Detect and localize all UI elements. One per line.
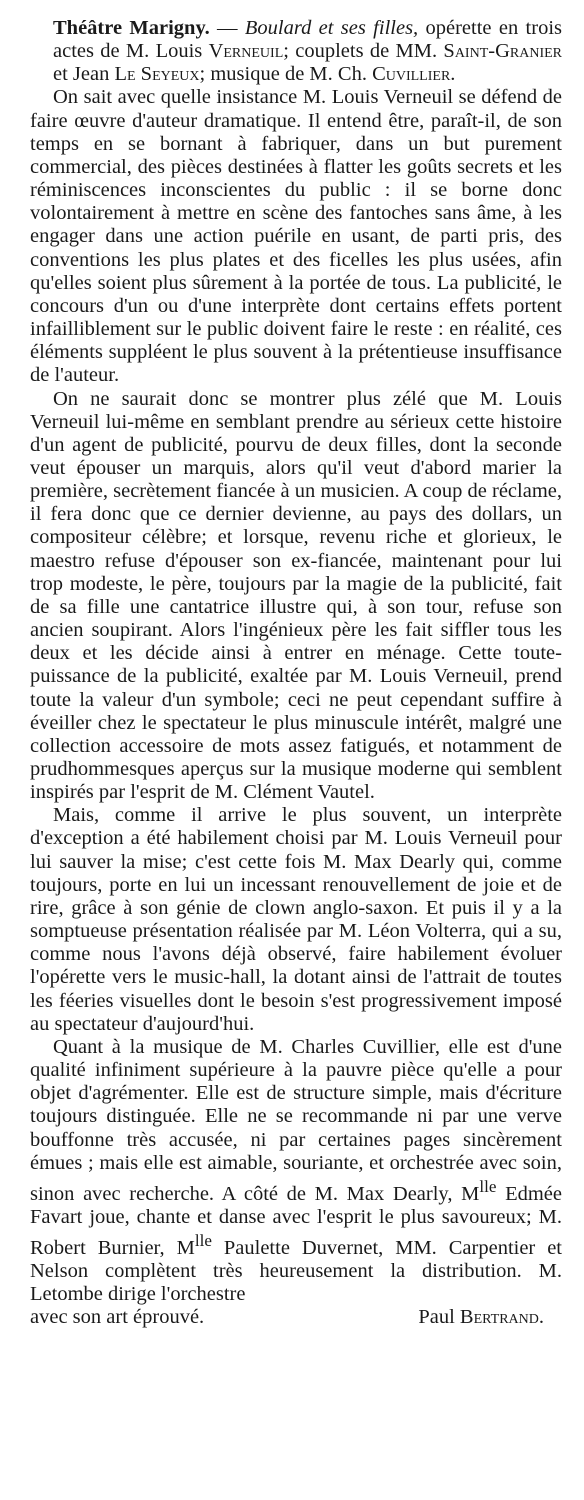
credits-text: ; couplets de MM. [283, 40, 444, 63]
review-paragraph-music [30, 1036, 562, 1306]
credits-text: . [450, 63, 456, 86]
credits-text: opérette en trois actes de M. Louis [53, 17, 562, 63]
author-le-seyeux: Le Seyeux [114, 63, 200, 86]
closing-phrase: avec son art éprouvé. [30, 1306, 205, 1329]
signature-first-name: Paul [418, 1306, 455, 1329]
music-text: Paulette Duvernet, MM. Carpentier et Nelson complètent très heureusement la distribution. M. Letombe dirige l'orchestre [30, 1236, 563, 1306]
signature-line [30, 1306, 562, 1329]
music-text: Quant à la musique de M. Charles Cuvillier, elle est d'une qualité infiniment supérieure à la pauvre pièce qu'elle a pour objet d'agrémenter. Elle est de structure simple, mais d'écriture toujours distinguée. Elle ne se recommande ni par une verve bouffonne très accusée, ni par certaines pages sincèrement émues ; mais elle est aimable, souriante, et orchestrée avec soin, sinon avec recherche. A côté de M. Max Dearly, M [30, 1035, 562, 1205]
credits-text: ; musique de M. Ch. [199, 63, 373, 86]
signature [418, 1306, 562, 1329]
review-paragraph: On sait avec quelle insistance M. Louis Verneuil se défend de faire œuvre d'auteur dramatique. Il entend être, paraît-il, de son temps en se bornant à fabriquer, dans un but purement commercial, des pièces destinées à flatter les goûts secrets et les réminiscences inconscientes du public : il se borne donc volontairement à mettre en scène des fantoches sans âme, à les engager dans une action puérile en usant, de parti pris, des conventions les plus plates et des ficelles les plus usées, afin qu'elles soient plus sûrement à la portée de tous. La publicité, le concours d'un ou d'une interprète dont certains effets portent infailliblement sur le public doivent faire le reste : en réalité, ces éléments suppléent le plus souvent à la prétentieuse insuffisance de l'auteur. [30, 86, 562, 387]
author-verneuil: Verneuil [208, 40, 284, 63]
signature-last-name: Bertrand [459, 1306, 539, 1329]
work-title: Boulard et ses filles, [244, 17, 419, 39]
mlle-superscript: lle [479, 1176, 497, 1196]
signature-period: . [538, 1306, 544, 1329]
heading-dash: — [209, 17, 245, 39]
theatre-name: Théâtre Marigny. [53, 17, 210, 39]
review-paragraph: On ne saurait donc se montrer plus zélé que M. Louis Verneuil lui-même en semblant prendre au sérieux cette histoire d'un agent de publicité, pourvu de deux filles, dont la seconde veut épouser un marquis, alors qu'il veut d'abord marier la première, secrètement fiancée à un musicien. A coup de réclame, il fera donc que ce dernier devienne, au pays des dollars, un compositeur célèbre; et lorsque, revenu riche et glorieux, le maestro refuse d'épouser son ex-fiancée, maintenant pour lui trop modeste, le père, toujours par la magie de la publicité, fait de sa fille une cantatrice illustre qui, à son tour, refuse son ancien soupirant. Alors l'ingénieux père les fait siffler tous les deux et les décide ainsi à entrer en ménage. Cette toute-puissance de la publicité, exaltée par M. Louis Verneuil, prend toute la valeur d'un symbole; ceci ne peut cependant suffire à éveiller chez le spectateur le plus minuscule intérêt, malgré une collection accessoire de mots assez fatigués, et notamment de prudhommesques aperçus sur la musique moderne qui semblent inspirés par l'esprit de M. Clément Vautel. [30, 387, 562, 804]
mlle-superscript: lle [194, 1230, 212, 1250]
music-text: Edmée Favart joue, chante et danse avec l'esprit le plus savoureux; M. Robert Burnier, M [30, 1182, 562, 1259]
review-heading [30, 17, 562, 86]
review-paragraph: Mais, comme il arrive le plus souvent, un interprète d'exception a été habilement choisi par M. Louis Verneuil pour lui sauver la mise; c'est cette fois M. Max Dearly qui, comme toujours, porte en lui un incessant renouvellement de joie et de rire, grâce à son génie de clown anglo-saxon. Et puis il y a la somptueuse présentation réalisée par M. Léon Volterra, qui a su, comme nous l'avons déjà observé, faire habilement évoluer l'opérette vers le music-hall, la dotant ainsi de l'attrait de toutes les féeries visuelles dont le besoin s'est progressivement imposé au spectateur d'aujourd'hui. [30, 804, 562, 1035]
author-saint-granier: Saint-Granier [443, 40, 562, 63]
credits-text: et Jean [53, 63, 115, 86]
author-cuvillier: Cuvillier [372, 63, 451, 86]
review-column [30, 17, 562, 1329]
